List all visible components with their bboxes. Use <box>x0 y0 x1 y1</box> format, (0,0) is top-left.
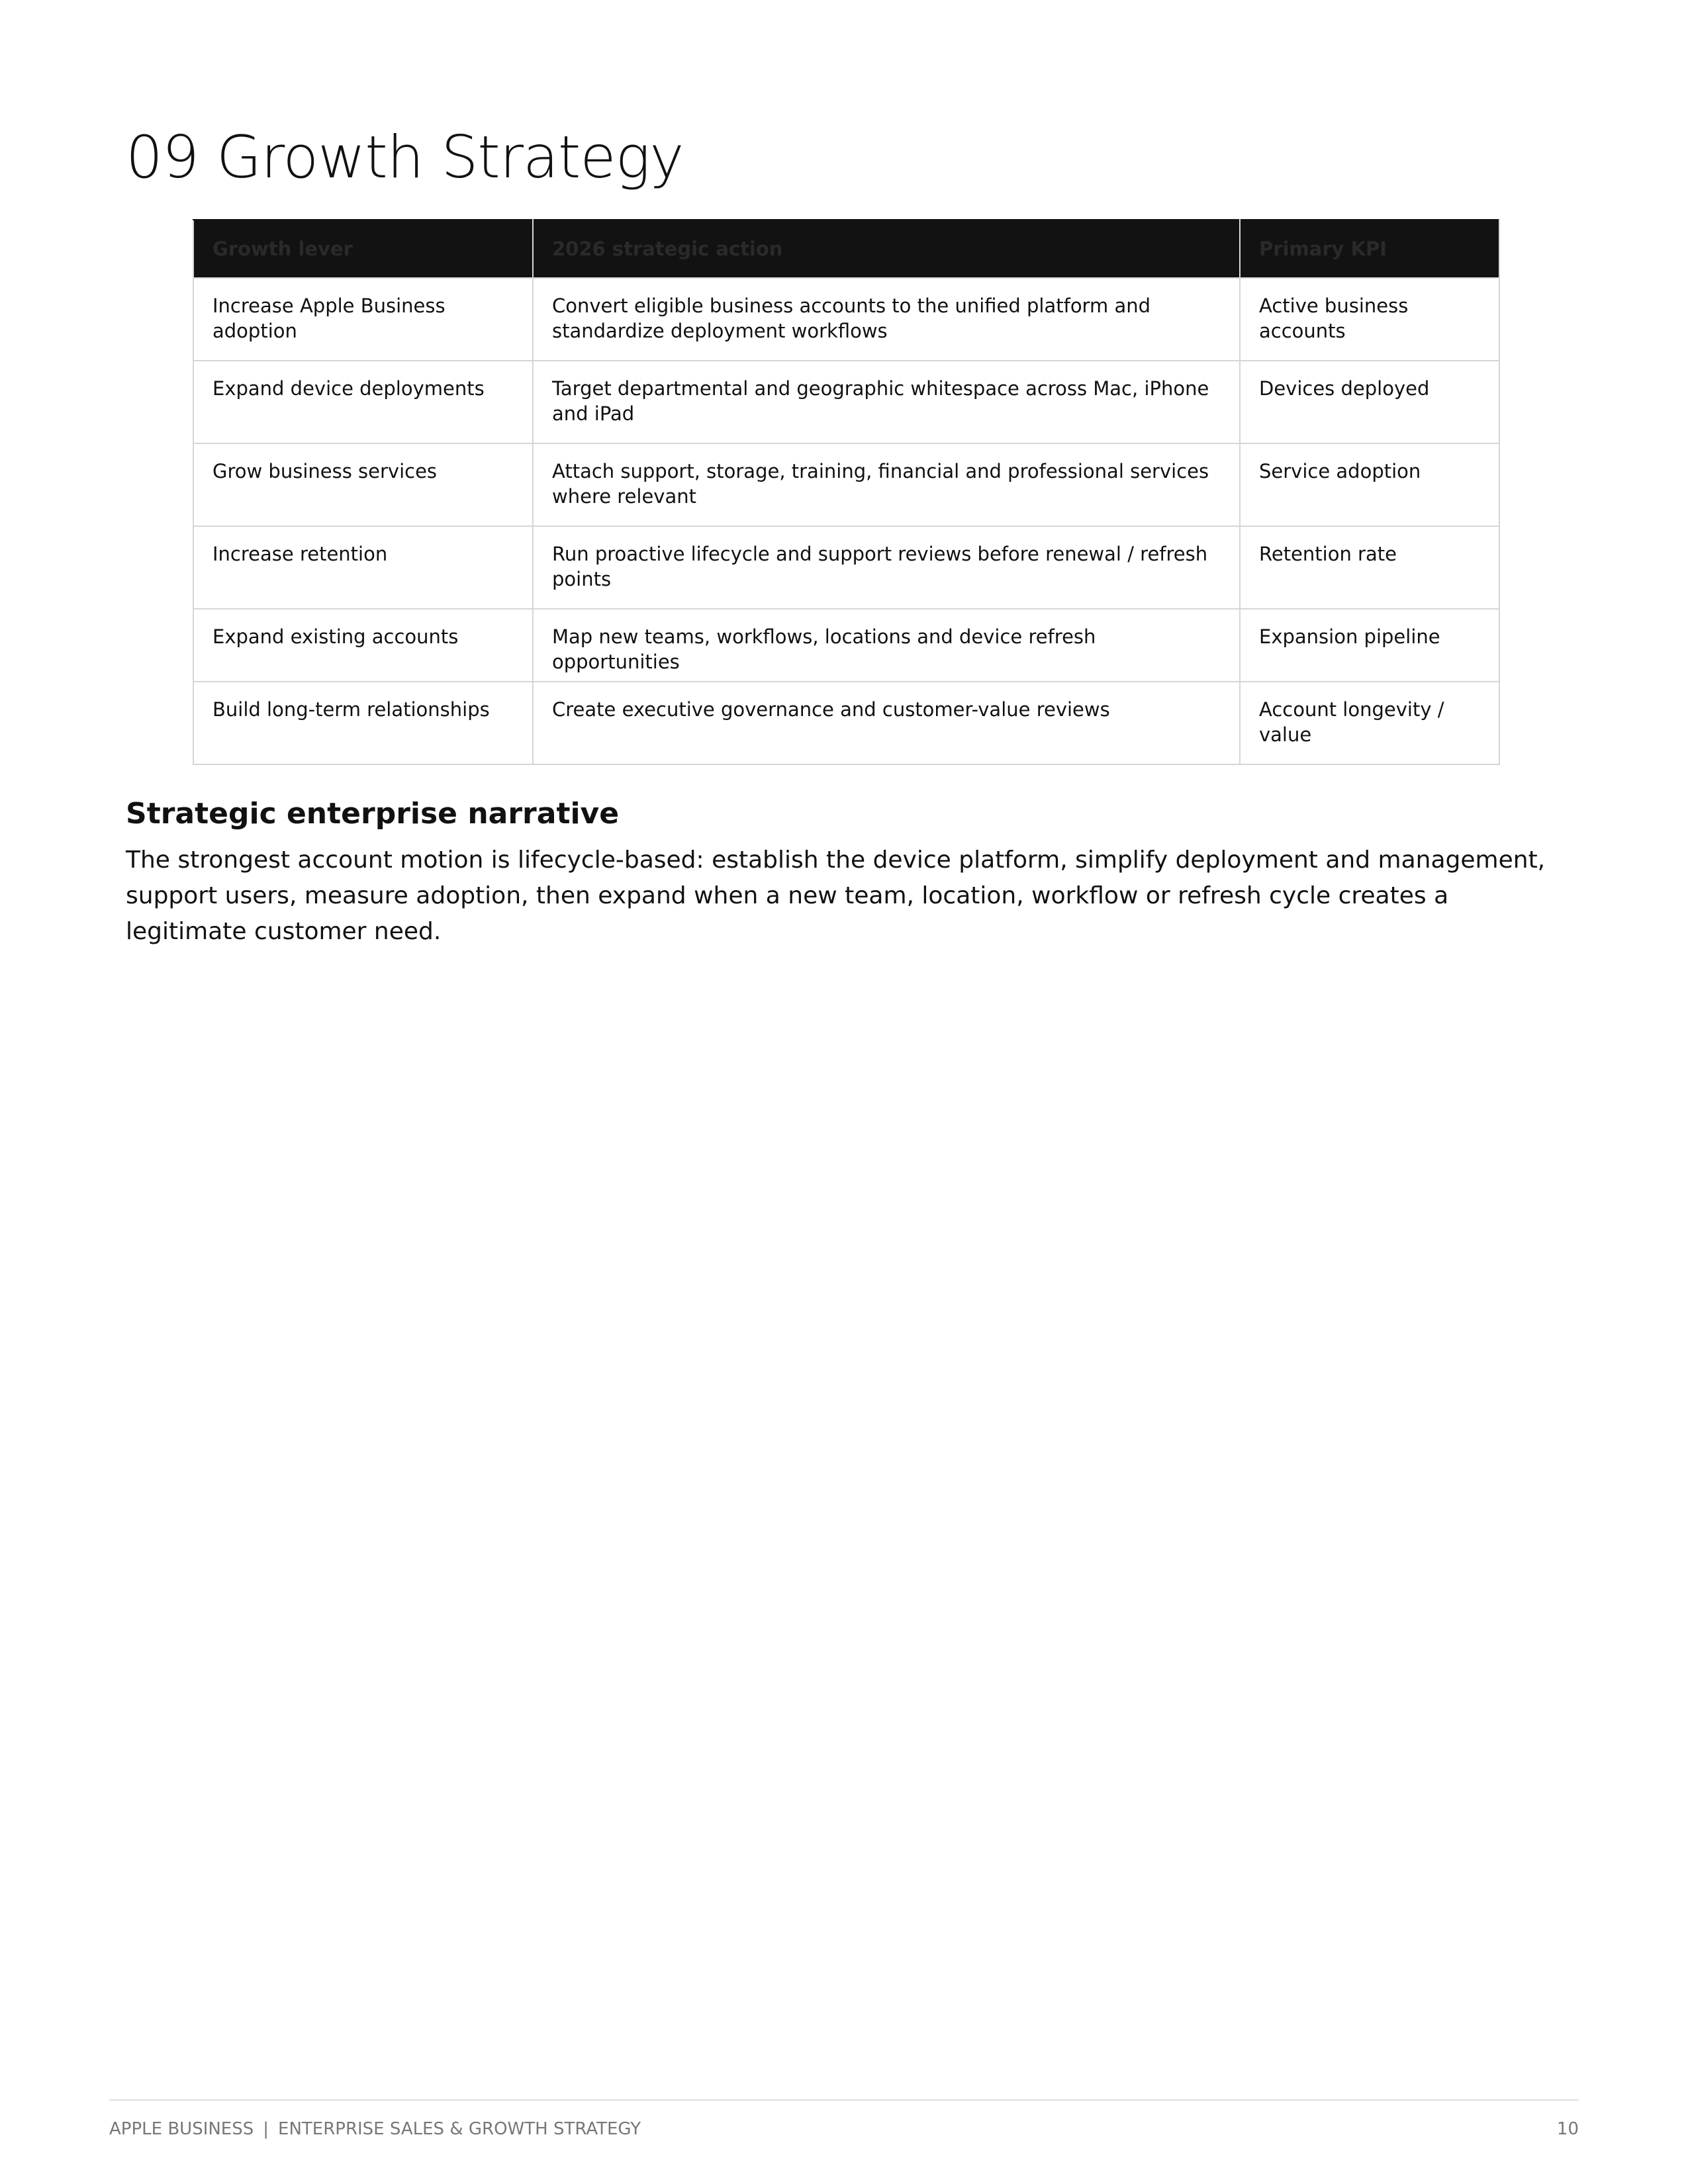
footer-running-title <box>109 2118 641 2140</box>
table-row <box>193 682 1499 764</box>
page-title: 09 Growth Strategy <box>126 123 684 191</box>
strategic-action-cell: Attach support, storage, training, financial and professional services where relevant <box>533 443 1240 526</box>
table-row <box>193 609 1499 682</box>
strategic-action-cell: Create executive governance and customer-value reviews <box>533 682 1240 764</box>
primary-kpi-cell: Devices deployed <box>1240 361 1499 443</box>
primary-kpi-cell: Active business accounts <box>1240 278 1499 361</box>
footer-divider <box>109 2099 1579 2101</box>
primary-kpi-cell: Expansion pipeline <box>1240 609 1499 682</box>
table-row <box>193 361 1499 443</box>
growth-lever-cell: Grow business services <box>193 443 533 526</box>
table-row <box>193 443 1499 526</box>
growth-strategy-table <box>193 219 1500 765</box>
growth-lever-cell: Expand device deployments <box>193 361 533 443</box>
section-heading: Strategic enterprise narrative <box>126 797 620 831</box>
growth-lever-cell: Increase Apple Business adoption <box>193 278 533 361</box>
page-number: 10 <box>1556 2119 1579 2139</box>
primary-kpi-cell: Service adoption <box>1240 443 1499 526</box>
table-row <box>193 526 1499 609</box>
narrative-paragraph: The strongest account motion is lifecycle-based: establish the device platform, simplify deployment and management, support users, measure adoption, then expand when a new team, location, workflow or refresh cycle creates a legitimate customer need. <box>126 846 1546 945</box>
strategic-action-cell: Map new teams, workflows, locations and device refresh opportunities <box>533 609 1240 682</box>
primary-kpi-cell: Retention rate <box>1240 526 1499 609</box>
column-header-strategic-action: 2026 strategic action <box>533 220 1240 278</box>
footer-brand: APPLE BUSINESS <box>109 2119 254 2139</box>
footer-document-title: ENTERPRISE SALES & GROWTH STRATEGY <box>278 2119 641 2139</box>
column-header-growth-lever: Growth lever <box>193 220 533 278</box>
table-row <box>193 278 1499 361</box>
growth-lever-cell: Build long-term relationships <box>193 682 533 764</box>
strategic-action-cell: Run proactive lifecycle and support reviews before renewal / refresh points <box>533 526 1240 609</box>
growth-lever-cell: Expand existing accounts <box>193 609 533 682</box>
strategic-action-cell: Target departmental and geographic whitespace across Mac, iPhone and iPad <box>533 361 1240 443</box>
growth-lever-cell: Increase retention <box>193 526 533 609</box>
primary-kpi-cell: Account longevity / value <box>1240 682 1499 764</box>
footer-separator: | <box>263 2119 269 2139</box>
table-header-row <box>193 220 1499 278</box>
column-header-primary-kpi: Primary KPI <box>1240 220 1499 278</box>
strategic-action-cell: Convert eligible business accounts to the unified platform and standardize deployment workflows <box>533 278 1240 361</box>
